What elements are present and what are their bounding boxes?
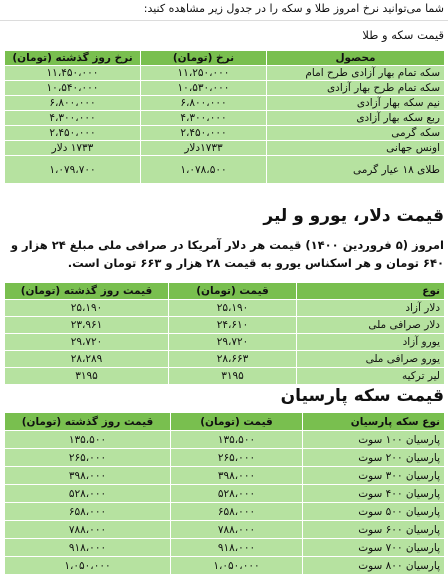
previous-price-cell: ۷۸۸،۰۰۰ <box>5 521 171 539</box>
previous-price-cell: ۲۳،۹۶۱ <box>5 317 169 334</box>
price-cell: ۵۲۸،۰۰۰ <box>171 485 303 503</box>
price-cell: ۲۵،۱۹۰ <box>169 300 297 317</box>
table-row <box>5 521 445 539</box>
table-row <box>5 126 445 141</box>
price-cell: ۷۸۸،۰۰۰ <box>171 521 303 539</box>
previous-price-cell: ۱۷۳۳ دلار <box>5 141 141 156</box>
price-cell: ۱۰،۵۳۰،۰۰۰ <box>141 81 267 96</box>
product-cell: اونس جهانی <box>267 141 445 156</box>
table-row <box>5 431 445 449</box>
previous-price-cell: ۱۳۵،۵۰۰ <box>5 431 171 449</box>
column-header: قیمت (تومان) <box>171 413 303 431</box>
divider <box>0 20 448 21</box>
coin-cell: پارسیان ۷۰۰ سوت <box>303 539 445 557</box>
product-cell: سکه تمام طرح بهار آزادی <box>267 81 445 96</box>
coin-cell: پارسیان ۴۰۰ سوت <box>303 485 445 503</box>
table-header-row <box>5 413 445 431</box>
coin-cell: پارسیان ۶۰۰ سوت <box>303 521 445 539</box>
table-row <box>5 503 445 521</box>
price-cell: ۶،۸۰۰،۰۰۰ <box>141 96 267 111</box>
table-row <box>5 351 445 368</box>
coin-cell: پارسیان ۸۰۰ سوت <box>303 557 445 575</box>
price-cell: ۲۹،۷۲۰ <box>169 334 297 351</box>
previous-price-cell: ۲۸،۲۸۹ <box>5 351 169 368</box>
table-row <box>5 300 445 317</box>
previous-price-cell: ۲،۴۵۰،۰۰۰ <box>5 126 141 141</box>
previous-price-cell: ۶۵۸،۰۰۰ <box>5 503 171 521</box>
column-header: نوع سکه پارسیان <box>303 413 445 431</box>
intro-text: شما می‌توانید نرخ امروز طلا و سکه را در جدول زیر مشاهده کنید: <box>143 2 444 15</box>
table-row <box>5 485 445 503</box>
table-header-row <box>5 51 445 66</box>
previous-price-cell: ۳۹۸،۰۰۰ <box>5 467 171 485</box>
previous-price-cell: ۱،۰۵۰،۰۰۰ <box>5 557 171 575</box>
column-header: قیمت روز گذشته (تومان) <box>5 283 169 300</box>
table-header-row <box>5 283 445 300</box>
price-cell: ۱۱،۲۵۰،۰۰۰ <box>141 66 267 81</box>
previous-price-cell: ۱۱،۴۵۰،۰۰۰ <box>5 66 141 81</box>
previous-price-cell: ۲۶۵،۰۰۰ <box>5 449 171 467</box>
coin-cell: پارسیان ۲۰۰ سوت <box>303 449 445 467</box>
price-cell: ۱،۰۵۰،۰۰۰ <box>171 557 303 575</box>
parsian-price-table <box>4 412 445 575</box>
price-cell: ۴،۳۰۰،۰۰۰ <box>141 111 267 126</box>
table-row <box>5 557 445 575</box>
previous-price-cell: ۶،۸۰۰،۰۰۰ <box>5 96 141 111</box>
currency-cell: دلار آزاد <box>297 300 445 317</box>
price-cell: ۲۶۵،۰۰۰ <box>171 449 303 467</box>
table-row <box>5 467 445 485</box>
table-row <box>5 96 445 111</box>
table-row <box>5 334 445 351</box>
previous-price-cell: ۱۰،۵۴۰،۰۰۰ <box>5 81 141 96</box>
price-cell: ۲،۴۵۰،۰۰۰ <box>141 126 267 141</box>
table-row <box>5 539 445 557</box>
price-cell: ۶۵۸،۰۰۰ <box>171 503 303 521</box>
table-row <box>5 141 445 156</box>
previous-price-cell: ۲۵،۱۹۰ <box>5 300 169 317</box>
column-header: نرخ (تومان) <box>141 51 267 66</box>
previous-price-cell: ۴،۳۰۰،۰۰۰ <box>5 111 141 126</box>
column-header: نوع <box>297 283 445 300</box>
price-cell: ۳۹۸،۰۰۰ <box>171 467 303 485</box>
price-cell: ۱،۰۷۸،۵۰۰ <box>141 156 267 184</box>
table-row <box>5 449 445 467</box>
currency-cell: یورو آزاد <box>297 334 445 351</box>
product-cell: ربع سکه بهار آزادی <box>267 111 445 126</box>
previous-price-cell: ۳۱۹۵ <box>5 368 169 385</box>
parsian-heading: قیمت سکه پارسیان <box>280 386 444 406</box>
currency-cell: دلار صرافی ملی <box>297 317 445 334</box>
table-row <box>5 111 445 126</box>
product-cell: سکه تمام بهار آزادی طرح امام <box>267 66 445 81</box>
price-cell: ۹۱۸،۰۰۰ <box>171 539 303 557</box>
price-cell: ۳۱۹۵ <box>169 368 297 385</box>
previous-price-cell: ۹۱۸،۰۰۰ <box>5 539 171 557</box>
currency-price-table <box>4 282 445 385</box>
product-cell: سکه گرمی <box>267 126 445 141</box>
table-row <box>5 368 445 385</box>
column-header: قیمت (تومان) <box>169 283 297 300</box>
currency-paragraph: امروز (۵ فروردین ۱۴۰۰) قیمت هر دلار آمریکا در صرافی ملی مبلغ ۲۴ هزار و ۶۴۰ تومان و هر اسکناس یورو به قیمت ۲۸ هزار و ۶۶۳ تومان است. <box>10 238 444 270</box>
price-cell: ۱۳۵،۵۰۰ <box>171 431 303 449</box>
coin-cell: پارسیان ۵۰۰ سوت <box>303 503 445 521</box>
price-cell: ۲۸،۶۶۳ <box>169 351 297 368</box>
column-header: محصول <box>267 51 445 66</box>
table-row <box>5 156 445 184</box>
coin-cell: پارسیان ۱۰۰ سوت <box>303 431 445 449</box>
column-header: قیمت روز گذشته (تومان) <box>5 413 171 431</box>
previous-price-cell: ۵۲۸،۰۰۰ <box>5 485 171 503</box>
product-cell: طلای ۱۸ عیار گرمی <box>267 156 445 184</box>
column-header: نرخ روز گذشته (تومان) <box>5 51 141 66</box>
gold-table-caption: قیمت سکه و طلا <box>362 28 444 42</box>
gold-price-table <box>4 50 445 184</box>
table-row <box>5 81 445 96</box>
product-cell: نیم سکه بهار آزادی <box>267 96 445 111</box>
table-row <box>5 317 445 334</box>
table-row <box>5 66 445 81</box>
previous-price-cell: ۱،۰۷۹،۷۰۰ <box>5 156 141 184</box>
currency-heading: قیمت دلار، یورو و لیر <box>263 206 444 226</box>
previous-price-cell: ۲۹،۷۲۰ <box>5 334 169 351</box>
price-cell: ۲۴،۶۱۰ <box>169 317 297 334</box>
currency-cell: لیر ترکیه <box>297 368 445 385</box>
price-cell: ۱۷۳۳دلار <box>141 141 267 156</box>
currency-cell: یورو صرافی ملی <box>297 351 445 368</box>
coin-cell: پارسیان ۳۰۰ سوت <box>303 467 445 485</box>
